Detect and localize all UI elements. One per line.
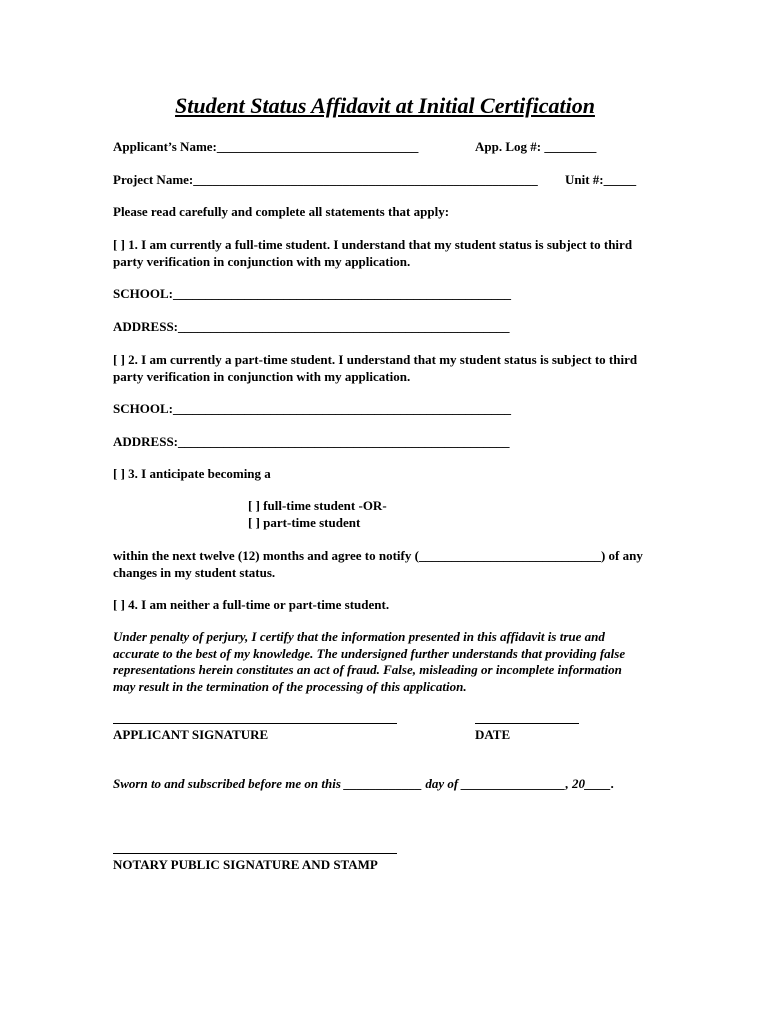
app-log-field[interactable]: App. Log #: ________	[475, 139, 597, 154]
notary-label: NOTARY PUBLIC SIGNATURE AND STAMP	[113, 857, 378, 872]
notify-text[interactable]: within the next twelve (12) months and agree to notify (____________________________) of any changes in my student status.	[113, 548, 643, 580]
date-label: DATE	[475, 727, 511, 742]
statement-2[interactable]: [ ] 2. I am currently a part-time student. I understand that my student status is subject to third party verification in conjunction with my application.	[113, 352, 638, 384]
statement-1[interactable]: [ ] 1. I am currently a full-time student. I understand that my student status is subject to third party verification in conjunction with my application.	[113, 237, 633, 269]
unit-field[interactable]: Unit #:_____	[565, 172, 637, 187]
school-1-field[interactable]: SCHOOL:____________________________________________________	[113, 286, 511, 301]
form-title: Student Status Affidavit at Initial Certification	[175, 93, 595, 118]
applicant-signature-label: APPLICANT SIGNATURE	[113, 727, 269, 742]
project-name-field[interactable]: Project Name:_____________________________________________________	[113, 172, 538, 187]
notary-signature-line[interactable]	[113, 853, 397, 854]
date-line[interactable]	[475, 723, 579, 724]
school-2-field[interactable]: SCHOOL:____________________________________________________	[113, 401, 511, 416]
perjury-statement: Under penalty of perjury, I certify that the information presented in this affidavit is true and accurate to the best of my knowledge. The undersigned further understands that providing false representations herein constitutes an act of fraud. False, misleading or incomplete information may result in the termination of the processing of this application.	[113, 629, 626, 694]
applicant-signature-line[interactable]	[113, 723, 397, 724]
option-full-time[interactable]: [ ] full-time student -OR-	[248, 498, 387, 513]
instructions-text: Please read carefully and complete all statements that apply:	[113, 204, 450, 219]
address-1-field[interactable]: ADDRESS:___________________________________________________	[113, 319, 510, 334]
applicant-name-field[interactable]: Applicant’s Name:_______________________________	[113, 139, 419, 154]
statement-3[interactable]: [ ] 3. I anticipate becoming a	[113, 466, 271, 481]
option-part-time[interactable]: [ ] part-time student	[248, 515, 361, 530]
sworn-statement[interactable]: Sworn to and subscribed before me on this ____________ day of ________________, 20____.	[113, 776, 615, 791]
address-2-field[interactable]: ADDRESS:___________________________________________________	[113, 434, 510, 449]
statement-4[interactable]: [ ] 4. I am neither a full-time or part-time student.	[113, 597, 390, 612]
